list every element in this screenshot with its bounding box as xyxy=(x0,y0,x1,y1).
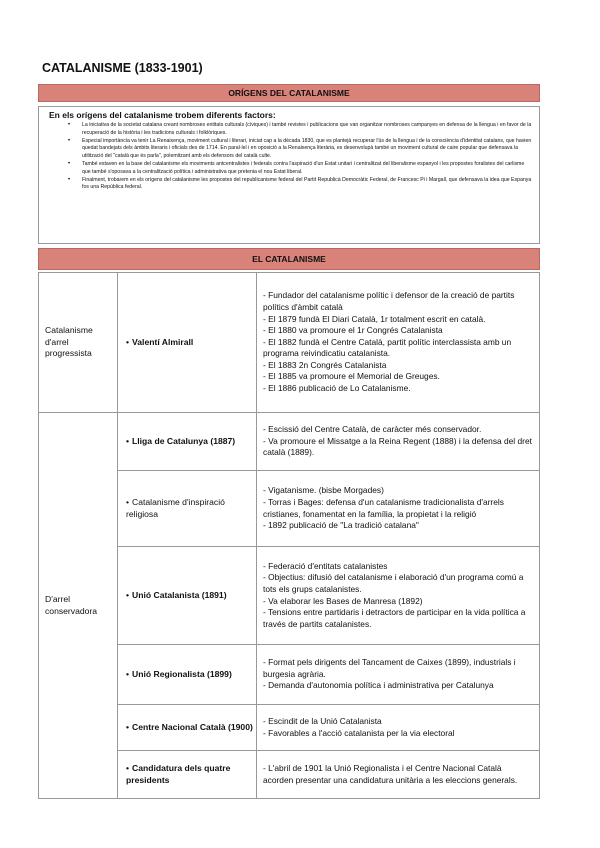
page-title: CATALANISME (1833-1901) xyxy=(42,61,203,75)
list-item: • També estaven en la base del catalanisme els moviments antcentralistes i federals contra l'aspiració d'un Estat unitari i centralitzat del liberalisme espanyol i les propostes foralistes del carlisme que també s'oposava a la centralització política i administrativa que pretenia el nou Estat liberal. xyxy=(82,161,533,176)
catalanisme-header: EL CATALANISME xyxy=(38,248,540,270)
list-item: • La iniciativa de la societat catalana creant nombroses entitats culturals (cíviques) i també revistes i publicacions que van organitzar nombroses campanyes en defensa de la llengua i en favor de la recuperació de la història i les tradicions culturals i folklòriques. xyxy=(82,122,533,137)
origins-section xyxy=(38,106,540,244)
entity-details: - Federació d'entitats catalanistes - Objectius: difusió del catalanisme i elaboració d'un programa comú a tots els grups catalanistes. - Va elaborar les Bases de Manresa (1892) - Tensions entre partidaris i detractors de participar en la vida política a través de partits catalanistes. xyxy=(257,547,540,645)
entity-name: • Valentí Almirall xyxy=(118,273,257,413)
entity-details: - Vigatanisme. (bisbe Morgades) - Torras i Bages: defensa d'un catalanisme tradicionalista d'arrels cristianes, fonamentat en la família, la propietat i la religió - 1892 publicació de "La tradició catalana" xyxy=(257,471,540,547)
table-row xyxy=(39,413,540,471)
origins-lead: En els orígens del catalanisme trobem diferents factors: xyxy=(49,110,276,120)
table-row xyxy=(39,273,540,413)
entity-details: - Format pels dirigents del Tancament de Caixes (1899), industrials i burgesia agrària. - Demanda d'autonomia política i administrativa per Catalunya xyxy=(257,645,540,705)
catalanisme-table xyxy=(38,272,540,799)
origins-list xyxy=(45,122,533,192)
group-label-progressista: Catalanisme d'arrel progressista xyxy=(39,273,118,413)
entity-name: • Unió Regionalista (1899) xyxy=(118,645,257,705)
entity-details: - Escissió del Centre Català, de caràcter més conservador. - Va promoure el Missatge a la Reina Regent (1888) i la defensa del dret català (1889). xyxy=(257,413,540,471)
entity-details: - L'abril de 1901 la Unió Regionalista i el Centre Nacional Català acorden presentar una candidatura unitària a les eleccions generals. xyxy=(257,751,540,799)
entity-details: - Escindit de la Unió Catalanista - Favorables a l'acció catalanista per la via electoral xyxy=(257,705,540,751)
entity-details: - Fundador del catalanisme polític i defensor de la creació de partits polítics d'àmbit català - El 1879 fundà El Diari Català, 1r totalment escrit en català. - El 1880 va promoure el 1r Congrés Catalanista - El 1882 fundà el Centre Català, partit polític interclassista amb un programa reivindicatiu catalanista. - El 1883 2n Congrés Catalanista - El 1885 va promoure el Memorial de Greuges. - El 1886 publicació de Lo Catalanisme. xyxy=(257,273,540,413)
origins-header: ORÍGENS DEL CATALANISME xyxy=(38,84,540,102)
entity-name: • Candidatura dels quatre presidents xyxy=(118,751,257,799)
entity-name: • Centre Nacional Català (1900) xyxy=(118,705,257,751)
group-label-conservadora: D'arrel conservadora xyxy=(39,413,118,799)
entity-name: • Lliga de Catalunya (1887) xyxy=(118,413,257,471)
list-item: • Finalment, trobarem en els orígens del catalanisme les propostes del republicanisme federal del Partit Republicà Democràtic Federal, de Francesc Pi i Margall, que defensava la idea que Espanya fos una República federal. xyxy=(82,177,533,192)
entity-name: • Catalanisme d'inspiració religiosa xyxy=(118,471,257,547)
entity-name: • Unió Catalanista (1891) xyxy=(118,547,257,645)
list-item: • Especial importància va tenir La Renaixença, moviment cultural i literari, iniciat cap a la dècada 1830, que es plantejà recuperar l'ús de la llengua i de la consciència d'identitat catalans, que havien quedat bandejats dels àmbits literaris i oficials des de 1714. En paral·lel i en oposició a la Renaixença literària, es desenvolupà també un moviment cultural de caire popular que defensava la utilització del "català que és parla", polemitzant amb els defensors del català culte. xyxy=(82,138,533,161)
